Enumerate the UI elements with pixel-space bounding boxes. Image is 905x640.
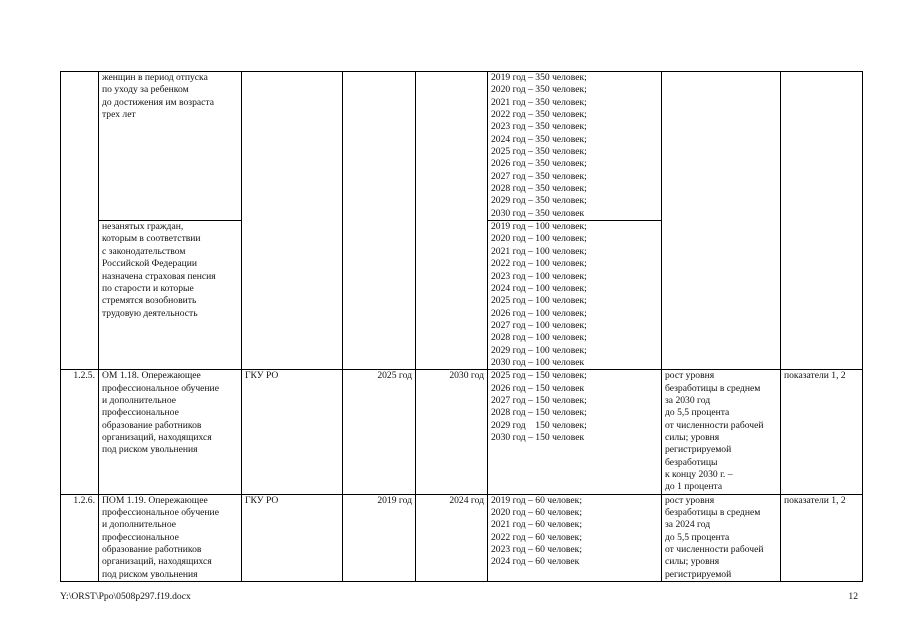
end-year-cell: 2024 год	[416, 494, 488, 581]
cell-text-line: организаций, находящихся	[102, 431, 212, 443]
cell-text-line: женщин в период отпуска	[102, 72, 208, 83]
table-row	[61, 494, 863, 581]
cell-text-line: 2029 год – 100 человек;	[491, 344, 587, 356]
cell-text-line: образование работников	[102, 419, 202, 431]
result-cell	[662, 72, 781, 370]
cell-text-line: безработицы в среднем	[665, 507, 761, 519]
volume-cell	[488, 494, 662, 581]
cell-text-line: безработицы	[665, 456, 718, 468]
cell-text-line: 2027 год – 350 человек;	[491, 170, 587, 182]
activity-name-cell	[99, 494, 242, 581]
cell-text-line: 2025 год – 350 человек;	[491, 146, 587, 158]
cell-text-line: 2025 год – 100 человек;	[491, 295, 587, 307]
cell-text-line: 2022 год – 350 человек;	[491, 109, 587, 121]
table-row	[61, 370, 863, 494]
cell-text-line: 2020 год – 100 человек;	[491, 233, 587, 245]
activity-name-cell	[99, 221, 242, 370]
cell-text-line: 2028 год – 350 человек;	[491, 183, 587, 195]
cell-text-line: профессиональное обучение	[102, 507, 219, 519]
cell-text-line: 2029 год 150 человек;	[491, 419, 587, 431]
cell-text-line: образование работников	[102, 544, 202, 556]
cell-text-line: регистрируемой	[665, 568, 732, 580]
page-number: 12	[848, 591, 858, 602]
cell-text-line: 2028 год – 100 человек;	[491, 332, 587, 344]
indicator-link-cell: показатели 1, 2	[781, 370, 863, 494]
activity-name-cell	[99, 370, 242, 494]
cell-text-line: трех лет	[102, 109, 136, 121]
cell-text-line: 2027 год – 100 человек;	[491, 319, 587, 331]
cell-text-line: по старости и которые	[102, 282, 194, 294]
end-year-cell	[416, 72, 488, 370]
cell-text-line: 2019 год – 100 человек;	[491, 221, 587, 233]
cell-text-line: к концу 2030 г. –	[665, 469, 733, 480]
cell-text-line: от численности рабочей	[665, 544, 764, 556]
cell-text-line: 2021 год – 100 человек;	[491, 245, 587, 257]
cell-text-line: регистрируемой	[665, 444, 732, 456]
executor-cell: ГКУ РО	[242, 494, 343, 581]
cell-text-line: 2026 год – 100 человек;	[491, 307, 587, 319]
cell-text-line: 2028 год – 150 человек;	[491, 407, 587, 419]
cell-text-line: и дополнительное	[102, 394, 176, 406]
cell-text-line: 2030 год – 100 человек	[491, 356, 585, 368]
cell-text-line: до 5,5 процента	[665, 407, 730, 419]
cell-text-line: 2024 год – 100 человек;	[491, 282, 587, 294]
cell-text-line: за 2024 год	[665, 519, 711, 531]
cell-text-line: 2020 год – 60 человек;	[491, 507, 582, 519]
cell-text-line: ОМ 1.18. Опережающее	[102, 370, 201, 382]
cell-text-line: назначена страховая пенсия	[102, 270, 216, 282]
cell-text-line: 2024 год – 350 человек;	[491, 133, 587, 145]
cell-text-line: от численности рабочей	[665, 419, 764, 431]
cell-text-line: и дополнительное	[102, 519, 176, 531]
row-number-cell: 1.2.6.	[61, 494, 99, 581]
volume-cell	[488, 221, 662, 370]
cell-text-line: под риском увольнения	[102, 444, 198, 456]
end-year-cell: 2030 год	[416, 370, 488, 494]
cell-text-line: 2030 год – 350 человек	[491, 207, 585, 219]
row-number-cell	[61, 72, 99, 370]
cell-text-line: с законодательством	[102, 245, 186, 257]
activity-name-cell	[99, 72, 242, 221]
cell-text-line: силы; уровня	[665, 556, 720, 568]
cell-text-line: до достижения им возраста	[102, 96, 214, 108]
start-year-cell: 2019 год	[343, 494, 416, 581]
cell-text-line: ПОМ 1.19. Опережающее	[102, 494, 208, 506]
cell-text-line: рост уровня	[665, 494, 715, 506]
cell-text-line: профессиональное обучение	[102, 382, 219, 394]
cell-text-line: 2029 год – 350 человек;	[491, 195, 587, 207]
cell-text-line: 2022 год – 60 человек;	[491, 531, 582, 543]
cell-text-line: по уходу за ребенком	[102, 84, 189, 96]
cell-text-line: под риском увольнения	[102, 568, 198, 580]
cell-text-line: рост уровня	[665, 370, 715, 382]
cell-text-line: 2026 год – 150 человек	[491, 382, 585, 394]
executor-cell: ГКУ РО	[242, 370, 343, 494]
cell-text-line: незанятых граждан,	[102, 221, 184, 233]
volume-cell	[488, 370, 662, 494]
cell-text-line: 2024 год – 60 человек	[491, 556, 580, 568]
cell-text-line: 2022 год – 100 человек;	[491, 258, 587, 270]
document-file-path: Y:\ORST\Ppo\0508p297.f19.docx	[60, 591, 191, 602]
cell-text-line: 2023 год – 60 человек;	[491, 544, 582, 556]
volume-cell	[488, 72, 662, 221]
cell-text-line: 2019 год – 350 человек;	[491, 72, 587, 83]
cell-text-line: безработицы в среднем	[665, 382, 761, 394]
cell-text-line: 2026 год – 350 человек;	[491, 158, 587, 170]
indicator-link-cell: показатели 1, 2	[781, 494, 863, 581]
start-year-cell	[343, 72, 416, 370]
cell-text-line: 2021 год – 60 человек;	[491, 519, 582, 531]
start-year-cell: 2025 год	[343, 370, 416, 494]
cell-text-line: 2019 год – 60 человек;	[491, 494, 582, 506]
result-cell	[662, 370, 781, 494]
cell-text-line: трудовую деятельность	[102, 307, 198, 319]
cell-text-line: 2020 год – 350 человек;	[491, 84, 587, 96]
cell-text-line: 2030 год – 150 человек	[491, 431, 585, 443]
cell-text-line: профессиональное	[102, 531, 179, 543]
cell-text-line: до 5,5 процента	[665, 531, 730, 543]
cell-text-line: за 2030 год	[665, 394, 711, 406]
cell-text-line: 2027 год – 150 человек;	[491, 394, 587, 406]
cell-text-line: 2025 год – 150 человек;	[491, 370, 587, 382]
row-number-cell: 1.2.5.	[61, 370, 99, 494]
result-cell	[662, 494, 781, 581]
program-activities-table	[60, 71, 863, 582]
cell-text-line: профессиональное	[102, 407, 179, 419]
executor-cell	[242, 72, 343, 370]
table-row	[61, 72, 863, 221]
cell-text-line: организаций, находящихся	[102, 556, 212, 568]
cell-text-line: 2021 год – 350 человек;	[491, 96, 587, 108]
cell-text-line: Российской Федерации	[102, 258, 197, 270]
cell-text-line: до 1 процента	[665, 481, 723, 493]
cell-text-line: силы; уровня	[665, 431, 720, 443]
cell-text-line: стремятся возобновить	[102, 295, 197, 307]
cell-text-line: 2023 год – 100 человек;	[491, 270, 587, 282]
indicator-link-cell	[781, 72, 863, 370]
cell-text-line: которым в соответствии	[102, 233, 201, 245]
cell-text-line: 2023 год – 350 человек;	[491, 121, 587, 133]
